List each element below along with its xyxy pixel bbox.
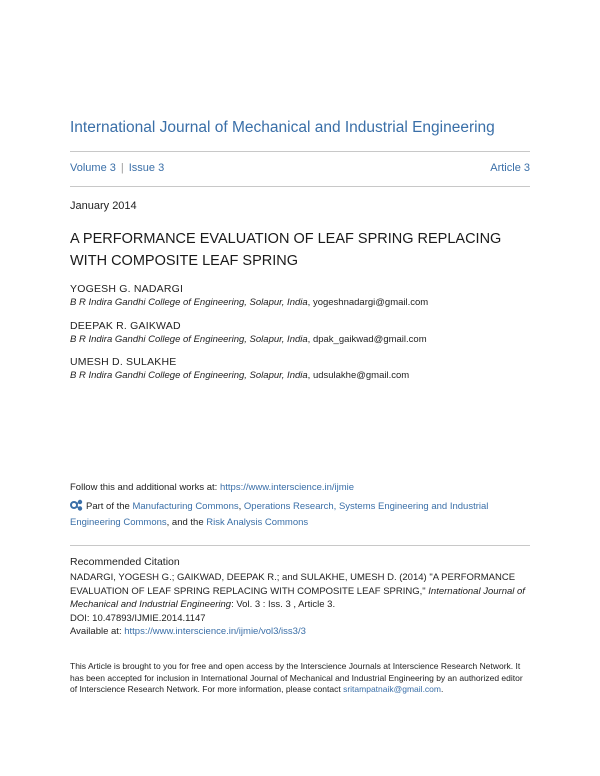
affiliation-text: B R Indira Gandhi College of Engineering, Solapur, India [70, 334, 308, 345]
top-divider [70, 151, 530, 152]
follow-label: Follow this and additional works at: [70, 482, 218, 493]
part-of-prefix: Part of the [86, 501, 130, 512]
journal-title[interactable]: International Journal of Mechanical and Industrial Engineering [70, 119, 495, 136]
risk-analysis-commons-link[interactable]: Risk Analysis Commons [206, 517, 309, 528]
citation-text: NADARGI, YOGESH G.; GAIKWAD, DEEPAK R.; and SULAKHE, UMESH D. (2014) "A PERFORMANCE EVALUATION OF LEAF SPRING REPLACING WITH COMPOSITE LEAF SPRING," [70, 572, 516, 597]
available-url-link[interactable]: https://www.interscience.in/ijmie/vol3/iss3/3 [124, 626, 306, 637]
issue-link[interactable]: Issue 3 [128, 162, 165, 174]
citation-volume: : Vol. 3 : Iss. 3 , Article 3. [231, 599, 336, 610]
open-access-footer [70, 661, 530, 696]
citation-block [70, 571, 530, 639]
author-email[interactable]: udsulakhe@gmail.com [312, 370, 410, 381]
author-name: YOGESH G. NADARGI [70, 283, 184, 295]
author-affiliation: B R Indira Gandhi College of Engineering, Solapur, India, dpak_gaikwad@gmail.com [70, 334, 427, 345]
part-of-line [70, 499, 530, 531]
volume-link[interactable]: Volume 3 [70, 162, 116, 174]
author-affiliation: B R Indira Gandhi College of Engineering, Solapur, India, udsulakhe@gmail.com [70, 370, 410, 381]
commons-separator: , [238, 501, 242, 512]
follow-line [70, 482, 354, 493]
vol-divider [70, 186, 530, 187]
author-name: UMESH D. SULAKHE [70, 356, 177, 368]
affiliation-text: B R Indira Gandhi College of Engineering, Solapur, India [70, 370, 308, 381]
volume-issue-line [70, 162, 164, 174]
affiliation-text: B R Indira Gandhi College of Engineering, Solapur, India [70, 297, 308, 308]
contact-email-link[interactable]: sritampatnaik@gmail.com [343, 684, 441, 694]
citation-divider [70, 545, 530, 546]
publication-date: January 2014 [70, 200, 137, 212]
article-link[interactable]: Article 3 [490, 162, 530, 174]
available-label: Available at: [70, 626, 122, 637]
citation-doi: DOI: 10.47893/IJMIE.2014.1147 [70, 612, 206, 624]
commons-network-icon [70, 499, 84, 511]
paper-title: A PERFORMANCE EVALUATION OF LEAF SPRING REPLACING WITH COMPOSITE LEAF SPRING [70, 231, 502, 269]
author-affiliation: B R Indira Gandhi College of Engineering, Solapur, India, yogeshnadargi@gmail.com [70, 297, 429, 308]
footer-end: . [441, 684, 444, 694]
operations-research-commons-link[interactable]: Operations Research, Systems Engineering and Industrial Engineering Commons [70, 501, 489, 528]
volume-issue-separator: | [120, 162, 124, 174]
footer-text: This Article is brought to you for free and open access by the Interscience Journals at Interscience Research Network. It has been accepted for inclusion in International Journal of Mechanical and Industrial Engineering by an authorized editor of Interscience Research Network. For more information, please contact [70, 661, 523, 694]
author-name: DEEPAK R. GAIKWAD [70, 320, 181, 332]
follow-url-link[interactable]: https://www.interscience.in/ijmie [219, 482, 355, 493]
author-email[interactable]: yogeshnadargi@gmail.com [312, 297, 429, 308]
manufacturing-commons-link[interactable]: Manufacturing Commons [132, 501, 239, 512]
recommended-citation-heading: Recommended Citation [70, 556, 180, 568]
commons-separator: , and the [166, 517, 204, 528]
citation-journal: International Journal of Mechanical and Industrial Engineering [70, 585, 525, 610]
author-email[interactable]: dpak_gaikwad@gmail.com [312, 334, 427, 345]
